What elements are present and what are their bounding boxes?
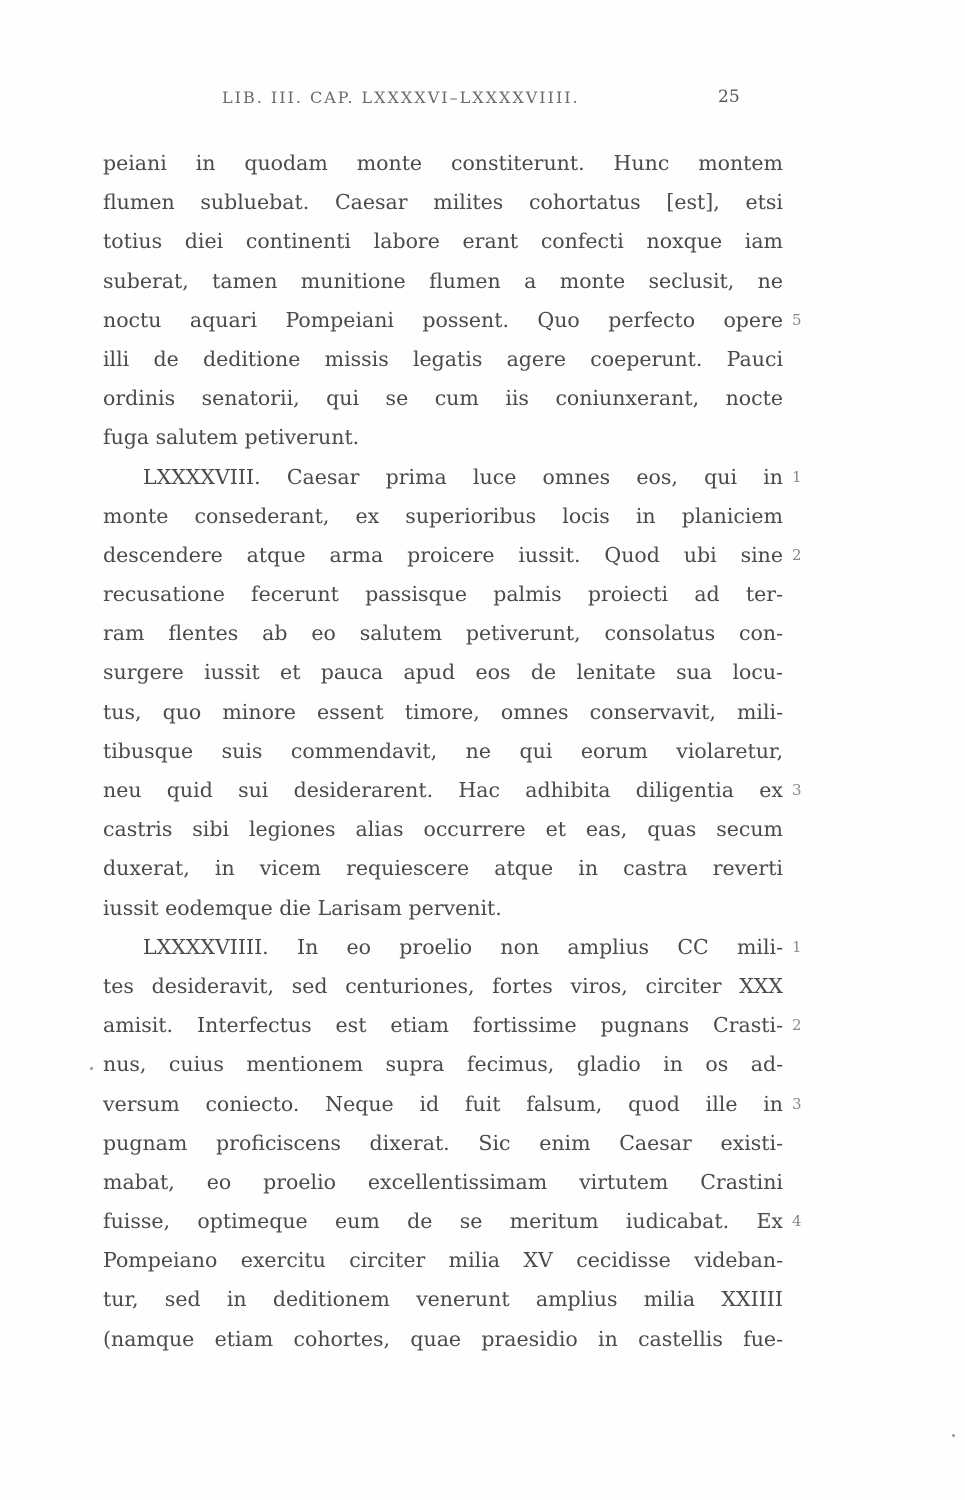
text-line: illi de deditione missis legatis agere coeperunt. Pauci xyxy=(103,346,783,371)
text-line: totius diei continenti labore erant confecti noxque iam xyxy=(103,229,783,254)
text-line: tes desideravit, sed centuriones, fortes viros, circiter XXX xyxy=(103,973,783,998)
margin-number: 2 xyxy=(792,546,802,564)
page-header xyxy=(0,88,965,118)
text-line: duxerat, in vicem requiescere atque in castra reverti xyxy=(103,856,783,881)
margin-number: 3 xyxy=(792,1094,802,1113)
text-line: castris sibi legiones alias occurrere et eas, quas secum xyxy=(103,817,783,842)
text-line: recusatione fecerunt passisque palmis proiecti ad ter- xyxy=(103,582,783,607)
chapter-start-line: LXXXXVIIII. In eo proelio non amplius CC mili- xyxy=(143,934,783,959)
chapter-start-line: LXXXXVIII. Caesar prima luce omnes eos, qui in xyxy=(143,464,783,489)
text-line: tibusque suis commendavit, ne qui eorum violaretur, xyxy=(103,738,783,763)
print-speck xyxy=(952,1434,955,1437)
text-line: tus, quo minore essent timore, omnes conservavit, mili- xyxy=(103,699,783,724)
text-line: (namque etiam cohortes, quae praesidio in castellis fue- xyxy=(103,1326,783,1351)
margin-number: 5 xyxy=(792,310,802,329)
running-head: LIB. III. CAP. LXXXXVI–LXXXXVIIII. xyxy=(222,88,580,107)
margin-number: 1 xyxy=(792,467,802,486)
text-line: descendere atque arma proicere iussit. Quod ubi sine xyxy=(103,542,783,567)
text-line: fuisse, optimeque eum de se meritum iudicabat. Ex xyxy=(103,1209,783,1234)
text-line: nus, cuius mentionem supra fecimus, gladio in os ad- xyxy=(103,1052,783,1077)
text-line: suberat, tamen munitione flumen a monte seclusit, ne xyxy=(103,268,783,293)
text-line: versum coniecto. Neque id fuit falsum, quod ille in xyxy=(103,1091,783,1116)
print-speck xyxy=(90,1067,93,1070)
text-line: ram flentes ab eo salutem petiverunt, consolatus con- xyxy=(103,621,783,646)
text-line: pugnam proficiscens dixerat. Sic enim Caesar existi- xyxy=(103,1130,783,1155)
margin-number: 1 xyxy=(792,938,802,956)
text-line: fuga salutem petiverunt. xyxy=(103,425,360,450)
text-line: flumen subluebat. Caesar milites cohortatus [est], etsi xyxy=(103,190,783,215)
text-line: surgere iussit et pauca apud eos de lenitate sua locu- xyxy=(103,660,783,685)
text-line: iussit eodemque die Larisam pervenit. xyxy=(103,895,502,920)
text-line: tur, sed in deditionem venerunt amplius milia XXIIII xyxy=(103,1287,783,1312)
text-line: ordinis senatorii, qui se cum iis coniunxerant, nocte xyxy=(103,386,783,411)
text-line: amisit. Interfectus est etiam fortissime pugnans Crasti- xyxy=(103,1013,783,1038)
text-line: peiani in quodam monte constiterunt. Hunc montem xyxy=(103,151,783,175)
text-line: monte consederant, ex superioribus locis in planiciem xyxy=(103,503,783,528)
text-body xyxy=(103,144,783,1359)
text-line: noctu aquari Pompeiani possent. Quo perfecto opere xyxy=(103,307,783,332)
text-line: neu quid sui desiderarent. Hac adhibita diligentia ex xyxy=(103,778,783,802)
margin-number: 2 xyxy=(792,1016,802,1035)
margin-number: 4 xyxy=(792,1212,802,1231)
margin-number: 3 xyxy=(792,781,802,800)
page-number: 25 xyxy=(718,87,740,107)
text-line: Pompeiano exercitu circiter milia XV cecidisse videban- xyxy=(103,1248,783,1273)
text-line: mabat, eo proelio excellentissimam virtutem Crastini xyxy=(103,1169,783,1194)
